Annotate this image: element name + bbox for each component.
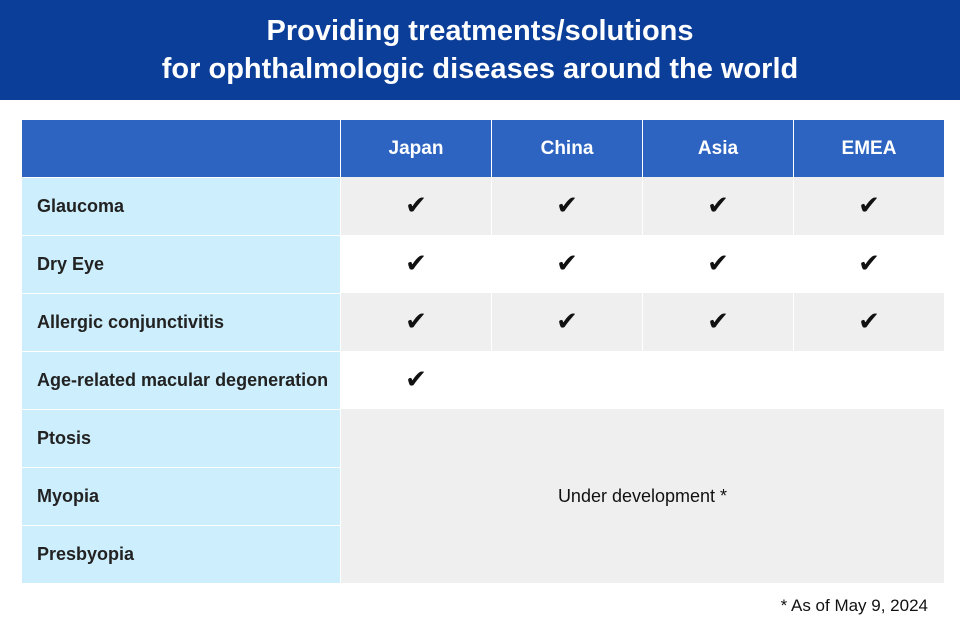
column-header-china: China <box>492 120 642 177</box>
title-line-2: for ophthalmologic diseases around the world <box>161 53 799 85</box>
column-header-japan: Japan <box>341 120 491 177</box>
check-icon: ✔ <box>794 293 944 351</box>
check-icon: ✔ <box>643 177 793 235</box>
row-label-presbyopia: Presbyopia <box>22 525 340 583</box>
under-development-note: Under development * <box>341 409 944 583</box>
check-icon: ✔ <box>341 293 491 351</box>
check-icon: ✔ <box>643 293 793 351</box>
check-icon: ✔ <box>492 177 642 235</box>
title-banner <box>0 0 960 100</box>
row-label-glaucoma: Glaucoma <box>22 177 340 235</box>
check-icon: ✔ <box>341 177 491 235</box>
check-icon: ✔ <box>341 235 491 293</box>
empty-cell <box>492 351 642 409</box>
row-label-ptosis: Ptosis <box>22 409 340 467</box>
footnote: * As of May 9, 2024 <box>780 596 928 615</box>
check-icon: ✔ <box>492 293 642 351</box>
row-label-allergic-conjunctivitis: Allergic conjunctivitis <box>22 293 340 351</box>
row-label-dry-eye: Dry Eye <box>22 235 340 293</box>
empty-cell <box>643 351 793 409</box>
column-header-emea: EMEA <box>794 120 944 177</box>
check-icon: ✔ <box>794 235 944 293</box>
check-icon: ✔ <box>341 351 491 409</box>
column-header-asia: Asia <box>643 120 793 177</box>
table-corner-cell <box>22 120 340 177</box>
empty-cell <box>794 351 944 409</box>
row-label-myopia: Myopia <box>22 467 340 525</box>
row-label-amd: Age-related macular degeneration <box>22 351 340 409</box>
treatment-table <box>22 120 941 588</box>
title-line-1: Providing treatments/solutions <box>266 15 694 47</box>
check-icon: ✔ <box>643 235 793 293</box>
check-icon: ✔ <box>492 235 642 293</box>
check-icon: ✔ <box>794 177 944 235</box>
